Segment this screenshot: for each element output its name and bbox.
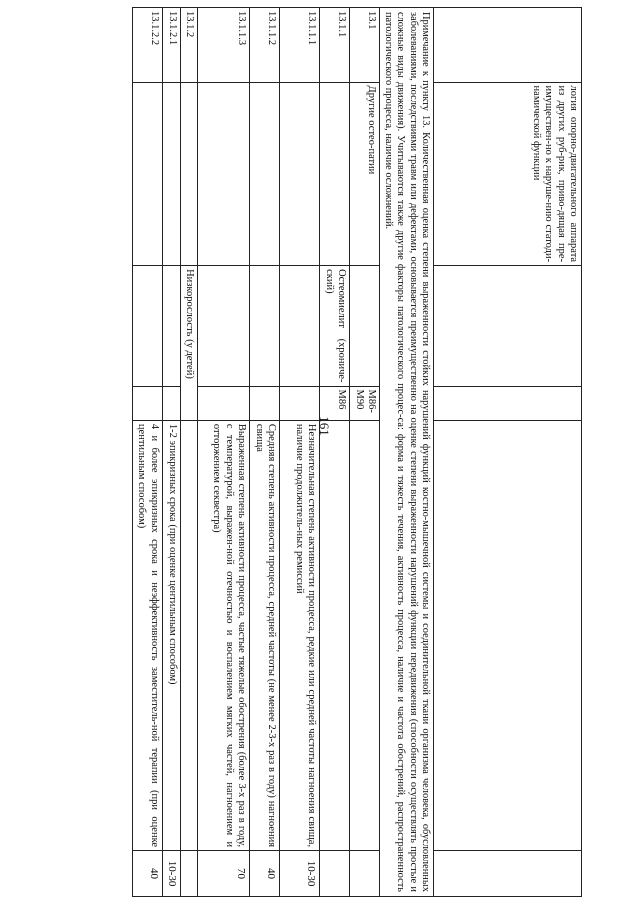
cell-name: Остеомиелит (хрониче-ский)	[319, 266, 349, 386]
cell-code: 13.1.2.2	[133, 8, 163, 83]
cell-description: 1-2 эпикризных срока (при оценке центильным способом)	[162, 420, 180, 850]
cell-severity: 70	[198, 851, 250, 897]
document-sheet	[82, 7, 582, 897]
cell-name: Другие остео-патии	[349, 82, 379, 266]
table-row	[133, 8, 163, 897]
table-row	[319, 8, 349, 897]
cell-code: 13.1.1.1	[279, 8, 319, 83]
cell-icd: М86-М90	[349, 386, 379, 420]
cell-code: 13.1.1	[319, 8, 349, 83]
cell-code: 13.1.2	[180, 8, 197, 83]
table-row	[279, 8, 319, 897]
cell-severity	[349, 851, 379, 897]
cell-description: Выраженная степень активности процесса, частые тяжелые обострения (более 3-х раз в году, с температурой, выражен-ной отечностью и воспалением мягких частей, нагноением и отторжением секвестра)	[198, 420, 250, 850]
cell-code: 13.1.1.3	[198, 8, 250, 83]
cell-code	[434, 8, 582, 83]
table-row	[162, 8, 180, 897]
cell-description: Незначительная степень активности процесса, редкие или средней частоты нагноения свища, наличие продолжитель-ных ремиссий	[279, 420, 319, 850]
table-row	[250, 8, 280, 897]
cell-description: Средняя степень активности процесса, средней частоты (не менее 2-3-х раз в году) нагноения свища	[250, 420, 280, 850]
cell-severity: 40	[133, 851, 163, 897]
cell-name: Низкорослость (у детей)	[180, 266, 197, 421]
table-row	[434, 8, 582, 897]
disability-criteria-table	[132, 7, 582, 897]
cell-code: 13.1	[349, 8, 379, 83]
cell-code: 13.1.2.1	[162, 8, 180, 83]
cell-description: 4 и более эпикризных срока и неэффективность заместитель-ной терапии (при оценке центильным способом)	[133, 420, 163, 850]
cell-severity	[180, 851, 197, 897]
cell-code: 13.1.1.2	[250, 8, 280, 83]
cell-severity: 10-30	[279, 851, 319, 897]
table-row	[198, 8, 250, 897]
cell-name: логия опорно-двигательного аппарата из других руб-рик, приво-дящая пре-имуществен-но к наруше-нию статоди-намической функции	[434, 82, 582, 266]
note-text: Примечание к пункту 13. Количественная оценка степени выраженности стойких нарушений функций костно-мышечной системы и соединительной ткани организма человека, обусловленных заболеваниями, последствиями травм или дефектами, основывается преимущественно на оценке степени выраженности нарушений функции передвижения (способности осуществлять простые и сложные виды движения). Учитываются также другие факторы патологического процес-са: форма и тяжесть течения, активность процесса, наличие и частота обострений, распространенность патологического процесса, наличие осложнений.	[379, 8, 433, 897]
cell-severity: 10-30	[162, 851, 180, 897]
table-row	[180, 8, 197, 897]
table-row	[349, 8, 379, 897]
page-number: 161	[317, 416, 332, 436]
cell-icd: М86	[319, 386, 349, 420]
rotated-page	[82, 7, 582, 897]
note-row	[379, 8, 433, 897]
cell-severity	[319, 851, 349, 897]
cell-severity: 40	[250, 851, 280, 897]
